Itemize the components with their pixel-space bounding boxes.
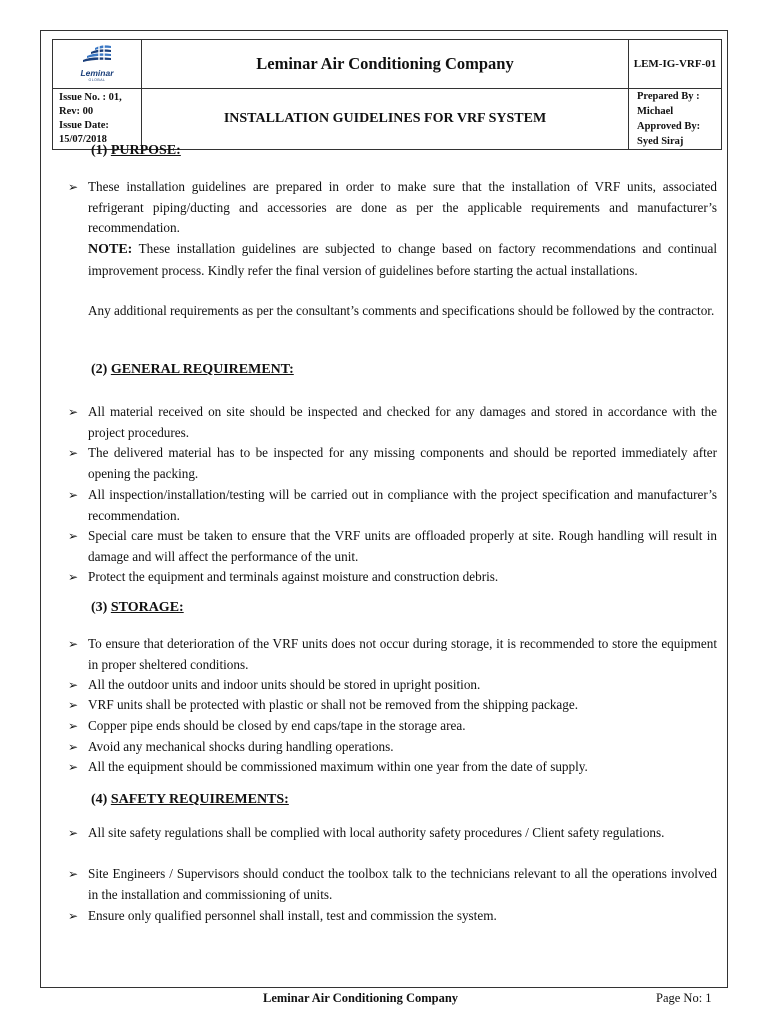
list-item: Protect the equipment and terminals against moisture and construction debris. bbox=[88, 569, 499, 584]
bullet-icon: ➢ bbox=[68, 719, 79, 733]
list-item: VRF units shall be protected with plastic or shall not be removed from the shipping package. bbox=[88, 697, 579, 712]
list-item: All the equipment should be commissioned maximum within one year from the date of supply. bbox=[88, 759, 588, 774]
list-item: All inspection/installation/testing will be carried out in compliance with the project specification and manufacturer’s recommendation. bbox=[88, 487, 717, 523]
bullet-icon: ➢ bbox=[68, 488, 79, 502]
list-item: All site safety regulations shall be complied with local authority safety procedures / Client safety regulations. bbox=[88, 825, 665, 840]
bullet-icon: ➢ bbox=[68, 867, 79, 881]
note-label: NOTE: bbox=[88, 242, 133, 257]
note-text: These installation guidelines are subjected to change based on factory recommendations and continual improvement process. Kindly refer the final version of guidelines before starting the actual installations. bbox=[88, 241, 717, 278]
bullet-icon: ➢ bbox=[68, 740, 79, 754]
approved-by: Approved By: Syed Siraj bbox=[637, 121, 701, 147]
list-item: Avoid any mechanical shocks during handling operations. bbox=[88, 739, 394, 754]
section-heading-purpose: (1) PURPOSE: bbox=[91, 143, 181, 158]
section-heading-storage: (3) STORAGE: bbox=[91, 600, 184, 615]
issue-info bbox=[53, 89, 142, 150]
bullet-icon: ➢ bbox=[68, 760, 79, 774]
bullet-icon: ➢ bbox=[68, 909, 79, 923]
bullet-icon: ➢ bbox=[68, 698, 79, 712]
bullet-icon: ➢ bbox=[68, 405, 79, 419]
footer-company: Leminar Air Conditioning Company bbox=[263, 991, 459, 1005]
page-number: Page No: 1 bbox=[656, 991, 712, 1005]
bullet-icon: ➢ bbox=[68, 446, 79, 460]
bullet-icon: ➢ bbox=[68, 826, 79, 840]
list-item: Copper pipe ends should be closed by end caps/tape in the storage area. bbox=[88, 718, 466, 733]
issue-number: Issue No. : 01, Rev: 00 bbox=[59, 92, 122, 117]
purpose-paragraph: These installation guidelines are prepared in order to make sure that the installation of VRF units, associated refrigerant piping/ducting and accessories are done as per the applicable requirements and manufacturer’s recommendation. bbox=[88, 179, 717, 236]
purpose-note bbox=[88, 239, 717, 281]
list-item: All material received on site should be inspected and checked for any damages and stored in accordance with the project procedures. bbox=[88, 404, 717, 440]
list-item: Special care must be taken to ensure that the VRF units are offloaded properly at site. Rough handling will result in damage and will affect the performance of the unit. bbox=[88, 528, 717, 564]
prepared-by: Prepared By : Michael bbox=[637, 91, 700, 117]
section-heading-general: (2) GENERAL REQUIREMENT: bbox=[91, 362, 294, 377]
document-code: LEM-IG-VRF-01 bbox=[629, 40, 722, 89]
logo-wordmark: Leminar bbox=[80, 68, 114, 78]
bullet-icon: ➢ bbox=[68, 570, 79, 584]
section-heading-safety: (4) SAFETY REQUIREMENTS: bbox=[91, 792, 289, 807]
bullet-icon: ➢ bbox=[68, 529, 79, 543]
logo-subtext: GLOBAL bbox=[88, 78, 106, 82]
issue-date: Issue Date: 15/07/2018 bbox=[59, 120, 109, 145]
bullet-icon: ➢ bbox=[68, 678, 79, 692]
company-name: Leminar Air Conditioning Company bbox=[142, 40, 629, 89]
bullet-icon: ➢ bbox=[68, 637, 79, 651]
logo-icon bbox=[81, 42, 113, 64]
list-item: Ensure only qualified personnel shall install, test and commission the system. bbox=[88, 908, 497, 923]
list-item: The delivered material has to be inspected for any missing components and should be reported immediately after opening the packing. bbox=[88, 445, 717, 481]
purpose-additional: Any additional requirements as per the consultant’s comments and specifications should be followed by the contractor. bbox=[88, 303, 715, 318]
bullet-icon: ➢ bbox=[68, 180, 79, 194]
document-header bbox=[52, 39, 722, 150]
approval-info bbox=[629, 89, 722, 150]
list-item: Site Engineers / Supervisors should conduct the toolbox talk to the technicians relevant to all the operations involved in the installation and commissioning of units. bbox=[88, 866, 717, 902]
list-item: All the outdoor units and indoor units should be stored in upright position. bbox=[88, 677, 481, 692]
logo bbox=[53, 40, 142, 89]
document-title: INSTALLATION GUIDELINES FOR VRF SYSTEM bbox=[142, 89, 629, 150]
list-item: To ensure that deterioration of the VRF units does not occur during storage, it is recommended to store the equipment in proper sheltered conditions. bbox=[88, 636, 717, 672]
